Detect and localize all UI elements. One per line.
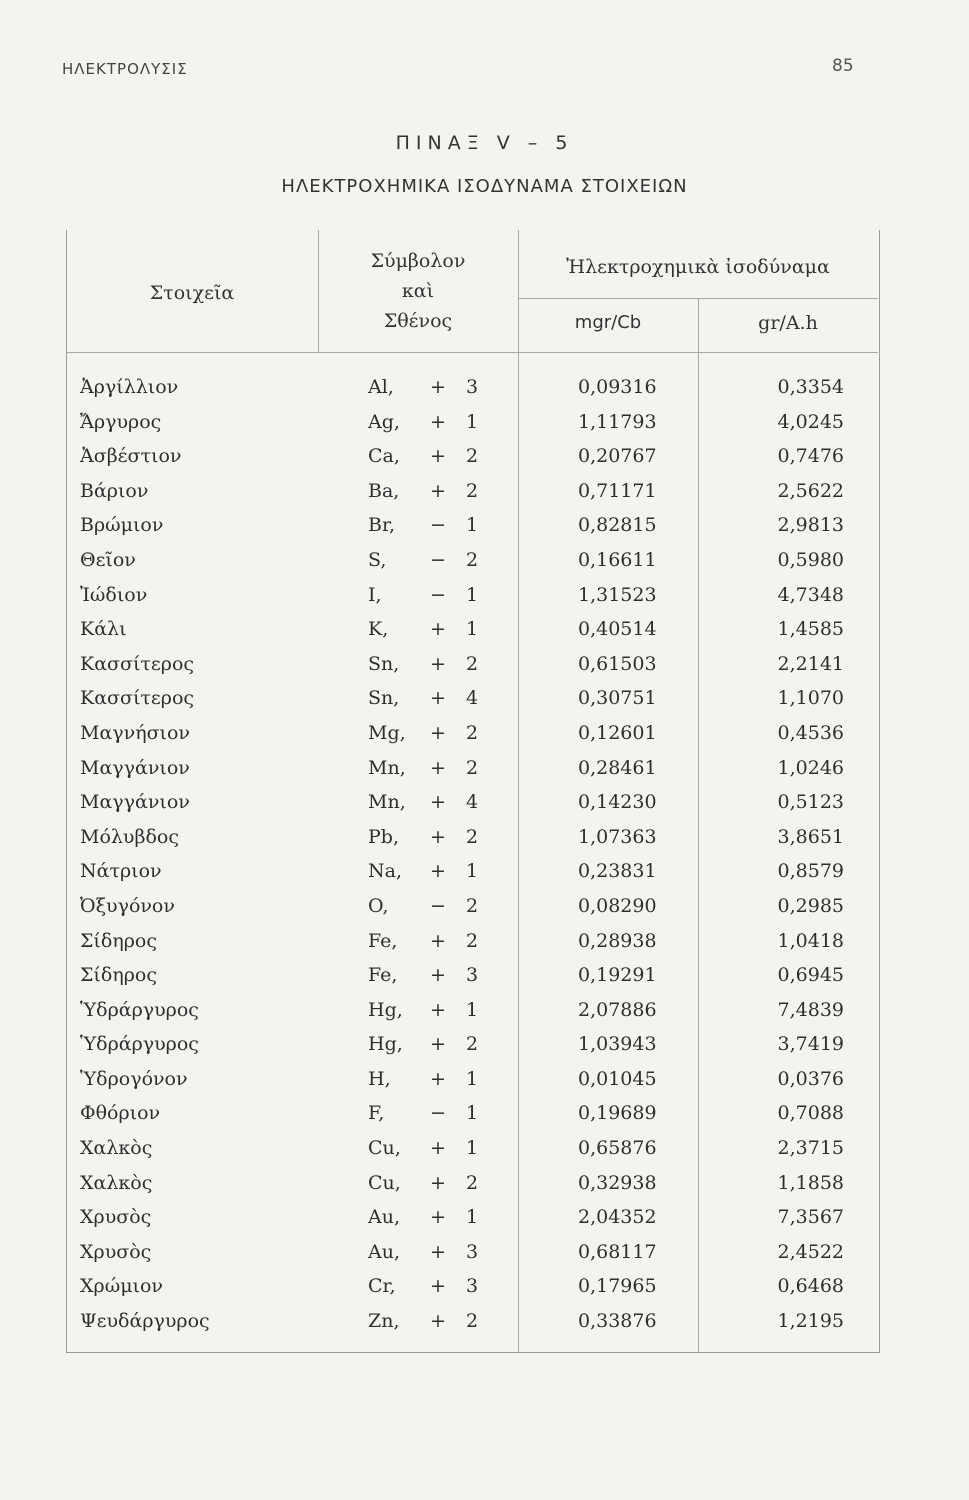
- element-name: Βάριον: [80, 479, 149, 502]
- equivalent-mgr-cb: 0,09316: [578, 376, 657, 398]
- charge-sign: +: [430, 1206, 446, 1229]
- equivalent-gr-ah: 0,8579: [777, 860, 844, 883]
- element-symbol: Cu,: [368, 1137, 401, 1160]
- equivalent-mgr-cb: 0,71171: [578, 479, 657, 502]
- element-symbol: I,: [368, 583, 382, 606]
- equivalent-mgr-cb: 0,32938: [578, 1171, 657, 1194]
- table-row: [0, 1241, 969, 1276]
- table-row: [0, 411, 969, 446]
- element-name: Μαγνήσιον: [80, 721, 190, 744]
- charge-sign: −: [430, 548, 446, 571]
- element-name: Μαγγάνιον: [80, 756, 190, 779]
- valence: 2: [466, 721, 479, 744]
- charge-sign: −: [430, 1102, 446, 1125]
- valence: 2: [466, 548, 479, 571]
- equivalent-mgr-cb: 0,12601: [578, 721, 657, 744]
- charge-sign: +: [430, 964, 446, 987]
- equivalent-gr-ah: 7,3567: [777, 1206, 844, 1229]
- equivalent-mgr-cb: 2,07886: [578, 998, 657, 1021]
- charge-sign: +: [430, 825, 446, 848]
- valence: 2: [466, 1033, 479, 1056]
- equivalent-mgr-cb: 0,19291: [578, 964, 657, 987]
- valence: 3: [466, 1240, 479, 1263]
- element-name: Κάλι: [80, 618, 127, 641]
- charge-sign: +: [430, 618, 446, 641]
- table-row: [0, 514, 969, 549]
- equivalent-gr-ah: 7,4839: [777, 998, 844, 1021]
- header-symbol-line2: καὶ: [401, 280, 435, 302]
- equivalent-mgr-cb: 0,33876: [578, 1310, 657, 1333]
- equivalent-gr-ah: 0,6468: [777, 1275, 844, 1298]
- table-row: [0, 826, 969, 861]
- charge-sign: +: [430, 687, 446, 710]
- charge-sign: +: [430, 1033, 446, 1056]
- charge-sign: +: [430, 1067, 446, 1090]
- equivalent-gr-ah: 4,0245: [777, 410, 844, 433]
- equivalent-mgr-cb: 0,17965: [578, 1275, 657, 1298]
- element-name: Ὑδρογόνον: [80, 1067, 188, 1090]
- valence: 1: [466, 583, 479, 606]
- table-row: [0, 999, 969, 1034]
- equivalent-gr-ah: 0,5123: [777, 791, 844, 814]
- equivalent-gr-ah: 3,8651: [777, 825, 844, 848]
- equivalent-gr-ah: 2,5622: [777, 479, 844, 502]
- element-name: Ὀξυγόνον: [80, 894, 175, 917]
- charge-sign: +: [430, 1171, 446, 1194]
- equivalent-mgr-cb: 0,40514: [578, 618, 657, 641]
- table-row: [0, 584, 969, 619]
- element-name: Χρυσὸς: [80, 1206, 152, 1229]
- table-row: [0, 1137, 969, 1172]
- valence: 4: [466, 687, 479, 710]
- equivalent-gr-ah: 2,9813: [777, 514, 844, 537]
- charge-sign: +: [430, 479, 446, 502]
- equivalent-mgr-cb: 1,07363: [578, 825, 657, 848]
- table-row: [0, 618, 969, 653]
- equivalent-gr-ah: 0,7088: [777, 1102, 844, 1125]
- charge-sign: −: [430, 514, 446, 537]
- table-row: [0, 722, 969, 757]
- charge-sign: +: [430, 929, 446, 952]
- valence: 3: [466, 1275, 479, 1298]
- table-row: [0, 1102, 969, 1137]
- header-symbol-line1: Σύμβολον: [370, 250, 466, 272]
- element-symbol: O,: [368, 894, 389, 917]
- equivalent-mgr-cb: 0,28461: [578, 756, 657, 779]
- header-rule: [518, 298, 878, 299]
- valence: 1: [466, 860, 479, 883]
- table-row: [0, 480, 969, 515]
- header-rule: [66, 352, 878, 353]
- equivalent-gr-ah: 0,0376: [777, 1067, 844, 1090]
- equivalent-gr-ah: 4,7348: [777, 583, 844, 606]
- equivalent-mgr-cb: 1,31523: [578, 583, 657, 606]
- element-name: Ὑδράργυρος: [80, 1033, 199, 1056]
- equivalent-mgr-cb: 0,61503: [578, 652, 657, 675]
- valence: 2: [466, 479, 479, 502]
- table-row: [0, 895, 969, 930]
- element-symbol: Fe,: [368, 929, 398, 952]
- element-name: Χαλκὸς: [80, 1171, 153, 1194]
- valence: 2: [466, 1171, 479, 1194]
- header-equivalent: Ἠλεκτροχημικὰ ἰσοδύναμα: [566, 256, 830, 278]
- element-symbol: Ba,: [368, 479, 400, 502]
- table-row: [0, 930, 969, 965]
- equivalent-mgr-cb: 2,04352: [578, 1206, 657, 1229]
- element-symbol: Cu,: [368, 1171, 401, 1194]
- table-row: [0, 376, 969, 411]
- equivalent-mgr-cb: 0,14230: [578, 791, 657, 814]
- table-title: ΠΙΝΑΞ V – 5: [395, 132, 574, 154]
- element-name: Ἀσβέστιον: [80, 445, 182, 468]
- valence: 2: [466, 825, 479, 848]
- charge-sign: −: [430, 894, 446, 917]
- valence: 1: [466, 618, 479, 641]
- equivalent-mgr-cb: 0,30751: [578, 687, 657, 710]
- header-element: Στοιχεῖα: [149, 282, 235, 304]
- element-symbol: Ca,: [368, 445, 400, 468]
- valence: 2: [466, 1310, 479, 1333]
- valence: 2: [466, 894, 479, 917]
- element-name: Ὑδράργυρος: [80, 998, 199, 1021]
- charge-sign: +: [430, 1240, 446, 1263]
- equivalent-mgr-cb: 0,20767: [578, 445, 657, 468]
- element-name: Κασσίτερος: [80, 652, 195, 675]
- valence: 1: [466, 1206, 479, 1229]
- equivalent-gr-ah: 0,3354: [777, 376, 844, 398]
- valence: 3: [466, 376, 479, 398]
- header-mgr-cb: mgr/Cb: [574, 312, 642, 333]
- element-name: Νάτριον: [80, 860, 162, 883]
- equivalent-gr-ah: 0,7476: [777, 445, 844, 468]
- element-name: Μαγγάνιον: [80, 791, 190, 814]
- equivalent-mgr-cb: 1,11793: [578, 410, 657, 433]
- charge-sign: +: [430, 1137, 446, 1160]
- element-symbol: Ag,: [368, 410, 400, 433]
- equivalent-gr-ah: 1,1858: [777, 1171, 844, 1194]
- element-name: Σίδηρος: [80, 964, 157, 987]
- valence: 2: [466, 652, 479, 675]
- equivalent-gr-ah: 0,5980: [777, 548, 844, 571]
- charge-sign: +: [430, 721, 446, 744]
- equivalent-gr-ah: 2,4522: [777, 1240, 844, 1263]
- element-symbol: Mn,: [368, 756, 406, 779]
- element-name: Χαλκὸς: [80, 1137, 153, 1160]
- charge-sign: +: [430, 756, 446, 779]
- element-name: Φθόριον: [80, 1102, 161, 1125]
- valence: 1: [466, 998, 479, 1021]
- table-row: [0, 1172, 969, 1207]
- element-symbol: Au,: [368, 1206, 400, 1229]
- equivalent-mgr-cb: 0,01045: [578, 1067, 657, 1090]
- charge-sign: +: [430, 376, 446, 398]
- element-symbol: Hg,: [368, 1033, 403, 1056]
- equivalent-mgr-cb: 0,08290: [578, 894, 657, 917]
- element-symbol: K,: [368, 618, 389, 641]
- charge-sign: +: [430, 860, 446, 883]
- valence: 4: [466, 791, 479, 814]
- valence: 2: [466, 756, 479, 779]
- header-symbol-line3: Σθένος: [383, 310, 453, 332]
- header-gr-ah: gr/A.h: [758, 312, 818, 334]
- charge-sign: +: [430, 1310, 446, 1333]
- equivalent-gr-ah: 3,7419: [777, 1033, 844, 1056]
- table-body: [0, 376, 969, 1345]
- table-row: [0, 687, 969, 722]
- charge-sign: +: [430, 998, 446, 1021]
- table-row: [0, 1033, 969, 1068]
- valence: 1: [466, 1137, 479, 1160]
- equivalent-gr-ah: 0,6945: [777, 964, 844, 987]
- equivalent-gr-ah: 0,2985: [777, 894, 844, 917]
- valence: 1: [466, 514, 479, 537]
- table-row: [0, 653, 969, 688]
- element-symbol: H,: [368, 1067, 391, 1090]
- element-name: Ἰώδιον: [80, 583, 148, 606]
- valence: 1: [466, 1067, 479, 1090]
- equivalent-gr-ah: 1,0246: [777, 756, 844, 779]
- table-row: [0, 549, 969, 584]
- equivalent-gr-ah: 1,4585: [777, 618, 844, 641]
- element-symbol: Sn,: [368, 652, 400, 675]
- element-symbol: Sn,: [368, 687, 400, 710]
- element-name: Θεῖον: [80, 548, 136, 571]
- charge-sign: +: [430, 410, 446, 433]
- table-row: [0, 860, 969, 895]
- element-name: Ψευδάργυρος: [80, 1310, 210, 1333]
- equivalent-gr-ah: 0,4536: [777, 721, 844, 744]
- table-row: [0, 1068, 969, 1103]
- charge-sign: −: [430, 583, 446, 606]
- equivalent-gr-ah: 1,0418: [777, 929, 844, 952]
- valence: 2: [466, 929, 479, 952]
- element-name: Κασσίτερος: [80, 687, 195, 710]
- element-symbol: Zn,: [368, 1310, 400, 1333]
- valence: 1: [466, 410, 479, 433]
- table-row: [0, 1275, 969, 1310]
- element-symbol: Mg,: [368, 721, 406, 744]
- table-row: [0, 1206, 969, 1241]
- element-name: Χρυσὸς: [80, 1240, 152, 1263]
- running-head: ΗΛΕΚΤΡΟΛΥΣΙΣ: [62, 60, 188, 78]
- equivalent-mgr-cb: 0,23831: [578, 860, 657, 883]
- element-symbol: Fe,: [368, 964, 398, 987]
- element-name: Βρώμιον: [80, 514, 164, 537]
- element-name: Ἀργίλλιον: [80, 376, 179, 398]
- element-name: Χρώμιον: [80, 1275, 163, 1298]
- charge-sign: +: [430, 791, 446, 814]
- valence: 3: [466, 964, 479, 987]
- charge-sign: +: [430, 652, 446, 675]
- element-name: Σίδηρος: [80, 929, 157, 952]
- charge-sign: +: [430, 1275, 446, 1298]
- equivalent-gr-ah: 2,3715: [777, 1137, 844, 1160]
- element-symbol: F,: [368, 1102, 385, 1125]
- valence: 2: [466, 445, 479, 468]
- charge-sign: +: [430, 445, 446, 468]
- element-symbol: Au,: [368, 1240, 400, 1263]
- equivalent-mgr-cb: 0,16611: [578, 548, 657, 571]
- element-symbol: Mn,: [368, 791, 406, 814]
- equivalent-gr-ah: 2,2141: [777, 652, 844, 675]
- element-symbol: Al,: [368, 376, 394, 398]
- element-symbol: Pb,: [368, 825, 399, 848]
- valence: 1: [466, 1102, 479, 1125]
- equivalent-mgr-cb: 0,19689: [578, 1102, 657, 1125]
- equivalent-mgr-cb: 0,65876: [578, 1137, 657, 1160]
- element-symbol: Na,: [368, 860, 402, 883]
- table-row: [0, 791, 969, 826]
- table-row: [0, 1310, 969, 1345]
- page-number: 85: [832, 56, 854, 76]
- equivalent-gr-ah: 1,2195: [777, 1310, 844, 1333]
- element-name: Μόλυβδος: [80, 825, 179, 848]
- table-row: [0, 445, 969, 480]
- table-row: [0, 757, 969, 792]
- equivalent-mgr-cb: 0,28938: [578, 929, 657, 952]
- element-symbol: S,: [368, 548, 387, 571]
- element-name: Ἄργυρος: [80, 410, 162, 433]
- equivalent-mgr-cb: 0,68117: [578, 1240, 657, 1263]
- element-symbol: Cr,: [368, 1275, 396, 1298]
- equivalent-mgr-cb: 0,82815: [578, 514, 657, 537]
- element-symbol: Br,: [368, 514, 395, 537]
- equivalent-mgr-cb: 1,03943: [578, 1033, 657, 1056]
- equivalent-gr-ah: 1,1070: [777, 687, 844, 710]
- table-row: [0, 964, 969, 999]
- element-symbol: Hg,: [368, 998, 403, 1021]
- table-subtitle: ΗΛΕΚΤΡΟΧΗΜΙΚΑ ΙΣΟΔΥΝΑΜΑ ΣΤΟΙΧΕΙΩΝ: [281, 176, 688, 197]
